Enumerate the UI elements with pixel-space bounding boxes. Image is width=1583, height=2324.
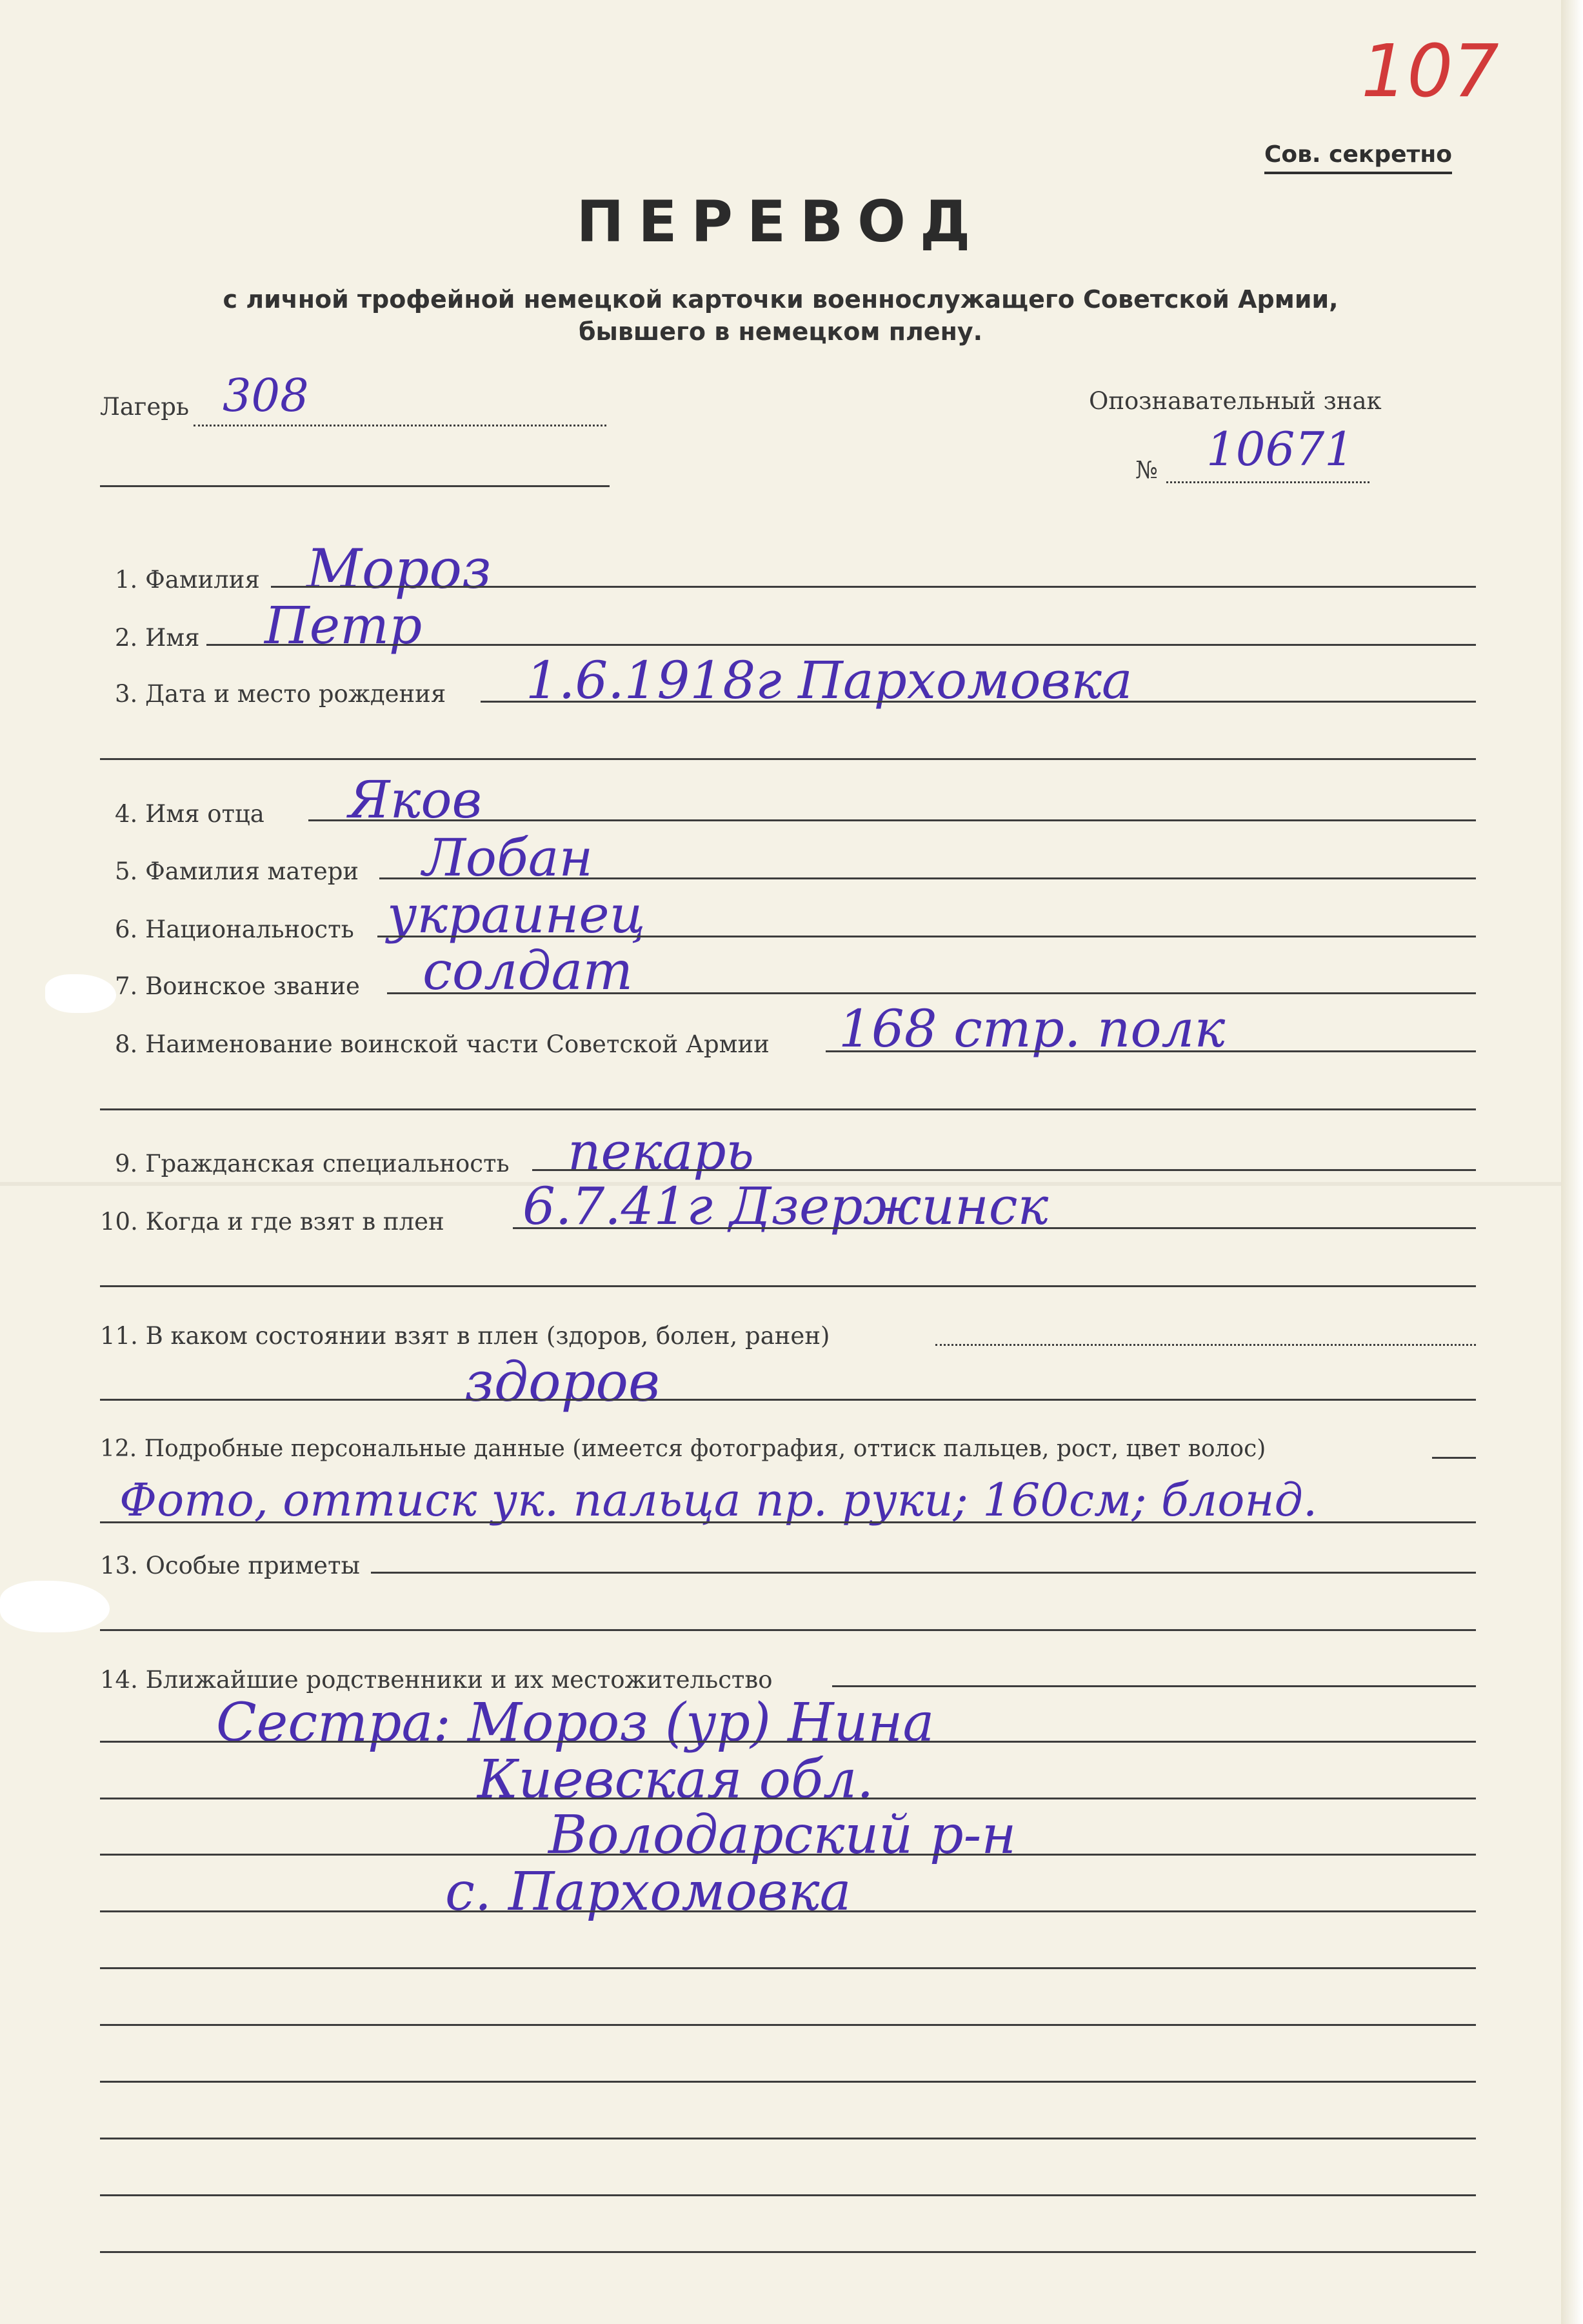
field-8-value: 168 стр. полк <box>839 999 1226 1059</box>
field-3-line <box>481 701 1476 703</box>
ruled-line <box>100 1798 1476 1799</box>
id-number-sign: № <box>1135 456 1159 484</box>
field-11-label: 11. В каком состоянии взят в плен (здоров, болен, ранен) <box>100 1322 830 1350</box>
classification-mark: Сов. секретно <box>1264 143 1452 174</box>
field-12-line-2 <box>100 1521 1476 1523</box>
field-10-value: 6.7.41г Дзержинск <box>523 1176 1049 1236</box>
field-8-label: 8. Наименование воинской части Советской Армии <box>115 1030 770 1058</box>
field-8-line-2 <box>100 1108 1476 1110</box>
field-12-label: 12. Подробные персональные данные (имеется фотография, оттиск пальцев, рост, цвет волос) <box>100 1436 1266 1462</box>
field-3-value: 1.6.1918г Пархомовка <box>526 650 1133 710</box>
field-7-label: 7. Воинское звание <box>115 972 360 1000</box>
field-5-value: Лобан <box>423 828 593 888</box>
subtitle-line-2: бывшего в немецком плену. <box>578 317 983 346</box>
field-10-label: 10. Когда и где взят в плен <box>100 1208 444 1236</box>
field-8-line <box>826 1050 1476 1052</box>
field-4-label: 4. Имя отца <box>115 800 264 828</box>
relative-line-2: Киевская обл. <box>477 1749 874 1810</box>
ruled-line <box>100 2138 1476 2139</box>
ruled-line <box>100 2251 1476 2253</box>
field-1-line <box>271 586 1476 588</box>
field-6-value: украинец <box>387 885 646 945</box>
id-tag-line <box>1166 481 1369 483</box>
field-9-label: 9. Гражданская специальность <box>115 1150 510 1177</box>
field-6-line <box>377 936 1476 937</box>
field-4-line <box>308 819 1476 821</box>
field-7-value: солдат <box>423 941 633 1002</box>
field-4-value: Яков <box>348 770 483 830</box>
camp-line <box>194 425 606 426</box>
field-11-value: здоров <box>464 1350 660 1414</box>
field-12-value: Фото, оттиск ук. пальца пр. руки; 160см; блонд. <box>119 1474 1318 1527</box>
field-2-value: Петр <box>264 596 423 656</box>
field-5-line <box>379 877 1476 879</box>
page-title: ПЕРЕВОД <box>576 188 985 255</box>
ruled-line <box>100 1967 1476 1969</box>
field-13-label: 13. Особые приметы <box>100 1552 360 1579</box>
camp-line-2 <box>100 485 610 487</box>
field-13-line <box>371 1572 1476 1574</box>
relative-line-4: с. Пархомовка <box>445 1861 851 1923</box>
field-5-label: 5. Фамилия матери <box>115 857 359 885</box>
field-11-line-2 <box>100 1399 1476 1401</box>
field-9-value: пекарь <box>568 1121 755 1181</box>
field-1-value: Мороз <box>306 537 492 601</box>
field-9-line <box>532 1169 1476 1171</box>
ruled-line <box>100 2081 1476 2083</box>
page-edge <box>1561 0 1583 2324</box>
field-3-label: 3. Дата и место рождения <box>115 680 446 708</box>
field-14-label: 14. Ближайшие родственники и их местожительство <box>100 1666 773 1694</box>
ruled-line <box>100 1741 1476 1743</box>
camp-value: 308 <box>223 369 309 422</box>
field-14-line <box>832 1685 1476 1687</box>
field-10-line-2 <box>100 1285 1476 1287</box>
field-1-label: 1. Фамилия <box>115 566 260 594</box>
id-tag-label: Опознавательный знак <box>1089 387 1382 415</box>
field-2-line <box>206 644 1476 646</box>
field-10-line <box>513 1227 1476 1229</box>
relative-line-3: Володарский р-н <box>548 1805 1017 1866</box>
field-11-line <box>935 1344 1476 1346</box>
field-7-line <box>387 992 1476 994</box>
camp-label: Лагерь <box>100 393 190 421</box>
subtitle-line-1: с личной трофейной немецкой карточки военнослужащего Советской Армии, <box>223 285 1339 314</box>
field-2-label: 2. Имя <box>115 624 200 652</box>
field-6-label: 6. Национальность <box>115 916 354 943</box>
field-3-line-2 <box>100 758 1476 760</box>
stamp-number: 107 <box>1361 30 1499 114</box>
field-12-line <box>1432 1457 1476 1459</box>
id-tag-value: 10671 <box>1206 422 1355 476</box>
ruled-line <box>100 2024 1476 2026</box>
ruled-line <box>100 2194 1476 2196</box>
ruled-line <box>100 1854 1476 1856</box>
relative-line-1: Сестра: Мороз (ур) Нина <box>216 1692 935 1754</box>
ruled-line <box>100 1910 1476 1912</box>
field-13-line-2 <box>100 1629 1476 1631</box>
